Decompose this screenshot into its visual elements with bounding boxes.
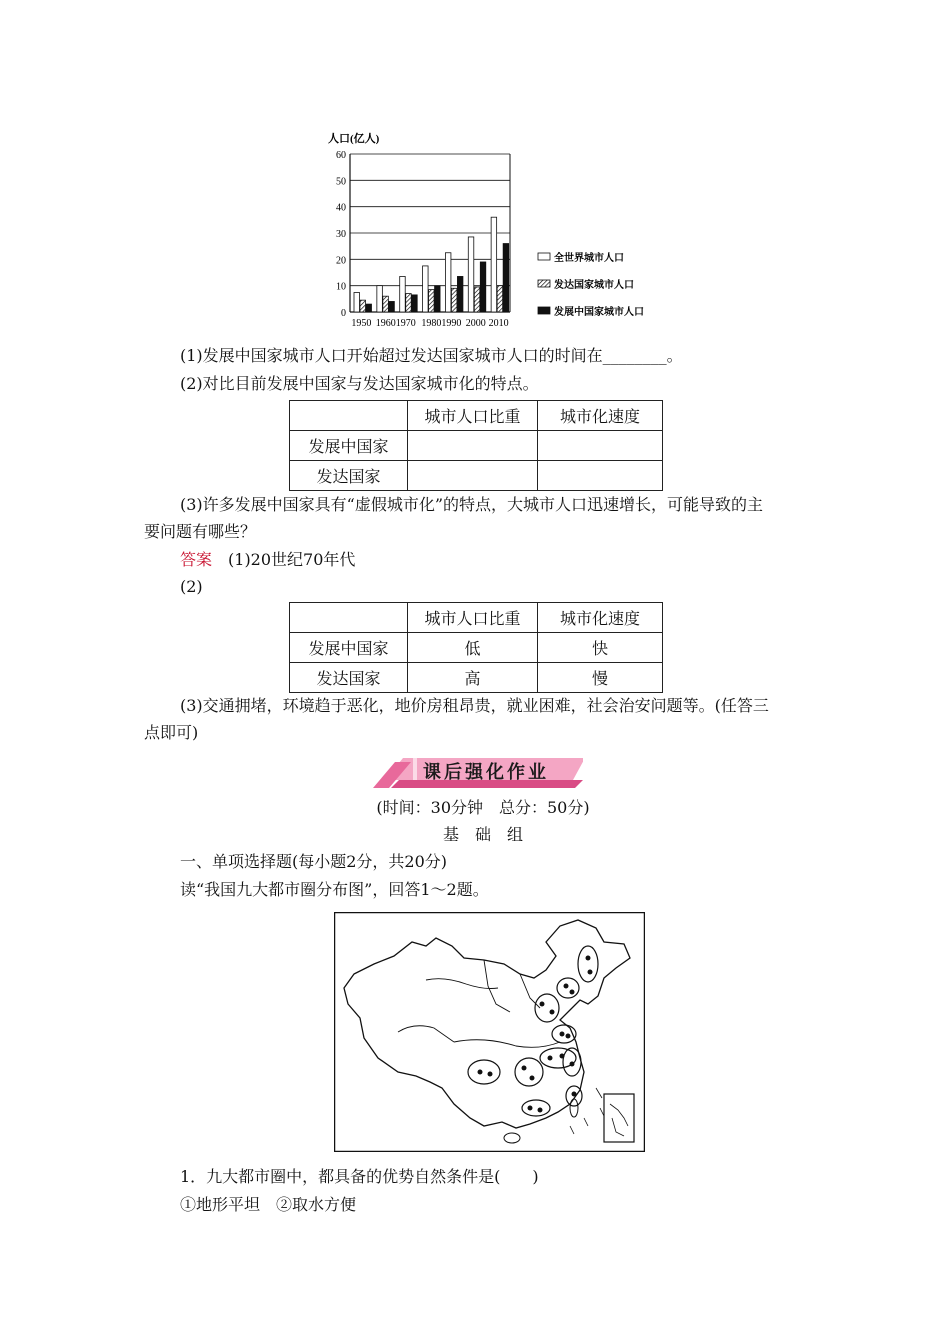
comparison-table-answer <box>289 602 663 693</box>
bar <box>468 237 474 312</box>
answer-label: 答案 <box>180 550 213 569</box>
legend-swatch <box>538 253 550 260</box>
legend-label: 发达国家城市人口 <box>554 280 634 291</box>
china-metropolitan-map <box>334 912 645 1152</box>
bar <box>366 304 372 312</box>
bar <box>435 286 441 312</box>
answer-2: (2) <box>180 577 203 596</box>
bar <box>354 293 360 312</box>
x-tick-label: 19601970 <box>375 318 416 329</box>
answer-3-line-2: 点即可) <box>144 723 199 742</box>
bar <box>491 217 497 312</box>
table-row <box>290 461 663 491</box>
answer-1: (1)20世纪70年代 <box>228 550 356 569</box>
table-cell: 发达国家 <box>290 663 408 693</box>
bar <box>429 290 435 312</box>
x-tick-label: 19801990 <box>421 318 462 329</box>
bar <box>400 276 406 312</box>
bar <box>360 300 366 312</box>
bar <box>451 288 457 312</box>
table-cell: 发展中国家 <box>290 431 408 461</box>
answer-3-line-1: (3)交通拥堵，环境趋于恶化，地价房租昂贵，就业困难，社会治安问题等。(任答三 <box>180 696 769 715</box>
x-tick-label: 2010 <box>488 318 509 329</box>
table-cell: 高 <box>408 663 538 693</box>
question-1-stem: 1．九大都市圈中，都具备的优势自然条件是( ) <box>180 1167 539 1186</box>
y-axis-label: 人口(亿人) <box>328 133 380 145</box>
legend-label: 全世界城市人口 <box>554 253 624 264</box>
table-cell: 发达国家 <box>290 461 408 491</box>
chart-bars <box>354 217 509 312</box>
table-cell: 低 <box>408 633 538 663</box>
table-cell <box>538 461 663 491</box>
table-cell <box>408 461 538 491</box>
chart-legend <box>538 251 644 318</box>
x-tick-labels <box>351 318 508 329</box>
x-tick-label: 1950 <box>351 318 372 329</box>
section-title: 一、单项选择题(每小题2分，共20分) <box>180 852 448 871</box>
table-cell <box>408 431 538 461</box>
question-1-options: ①地形平坦 ②取水方便 <box>180 1195 357 1214</box>
bar <box>445 253 451 312</box>
bar <box>383 296 389 312</box>
comparison-table-blank <box>289 400 663 491</box>
bar <box>474 287 480 312</box>
question-1: (1)发展中国家城市人口开始超过发达国家城市人口的时间在________。 <box>180 346 683 365</box>
bar <box>457 276 463 312</box>
x-tick-label: 2000 <box>465 318 486 329</box>
table-cell <box>290 401 408 431</box>
bar <box>389 301 395 312</box>
y-tick-labels <box>336 150 346 319</box>
legend-swatch <box>538 280 550 287</box>
table-cell <box>538 431 663 461</box>
table-row <box>290 603 663 633</box>
question-3-line-1: (3)许多发展中国家具有“虚假城市化”的特点，大城市人口迅速增长，可能导致的主 <box>180 495 764 514</box>
y-tick-label: 50 <box>336 176 346 188</box>
table-row <box>290 633 663 663</box>
table-cell: 城市人口比重 <box>408 603 538 633</box>
y-tick-label: 60 <box>336 150 346 161</box>
y-tick-label: 20 <box>336 255 346 267</box>
banner-title: 课后强化作业 <box>423 762 549 783</box>
y-tick-label: 40 <box>336 202 346 214</box>
table-row <box>290 401 663 431</box>
homework-banner <box>373 752 583 792</box>
table-cell: 城市化速度 <box>538 603 663 633</box>
table-cell: 快 <box>538 633 663 663</box>
bar <box>480 262 486 312</box>
bar <box>497 286 503 312</box>
bar <box>503 244 509 312</box>
question-2: (2)对比目前发展中国家与发达国家城市化的特点。 <box>180 374 539 393</box>
bar <box>406 294 412 312</box>
answer-1-row <box>180 549 355 571</box>
table-cell: 慢 <box>538 663 663 693</box>
bar <box>423 266 429 312</box>
table-row <box>290 663 663 693</box>
table-cell: 城市人口比重 <box>408 401 538 431</box>
y-tick-label: 0 <box>341 308 346 319</box>
group-title: 基 础 组 <box>442 825 523 844</box>
legend-label: 发展中国家城市人口 <box>554 307 644 318</box>
legend-swatch <box>538 307 550 314</box>
time-info: (时间：30分钟 总分：50分) <box>376 798 590 817</box>
table-row <box>290 431 663 461</box>
table-cell: 城市化速度 <box>538 401 663 431</box>
table-cell: 发展中国家 <box>290 633 408 663</box>
south-china-sea-inset <box>604 1094 634 1142</box>
read-prompt: 读“我国九大都市圈分布图”，回答1～2题。 <box>180 880 489 899</box>
bar <box>377 286 383 312</box>
y-tick-label: 10 <box>336 281 346 293</box>
table-cell <box>290 603 408 633</box>
question-3-line-2: 要问题有哪些？ <box>144 522 257 541</box>
bar <box>412 295 418 312</box>
urban-population-chart <box>300 128 680 333</box>
y-tick-label: 30 <box>336 229 346 240</box>
